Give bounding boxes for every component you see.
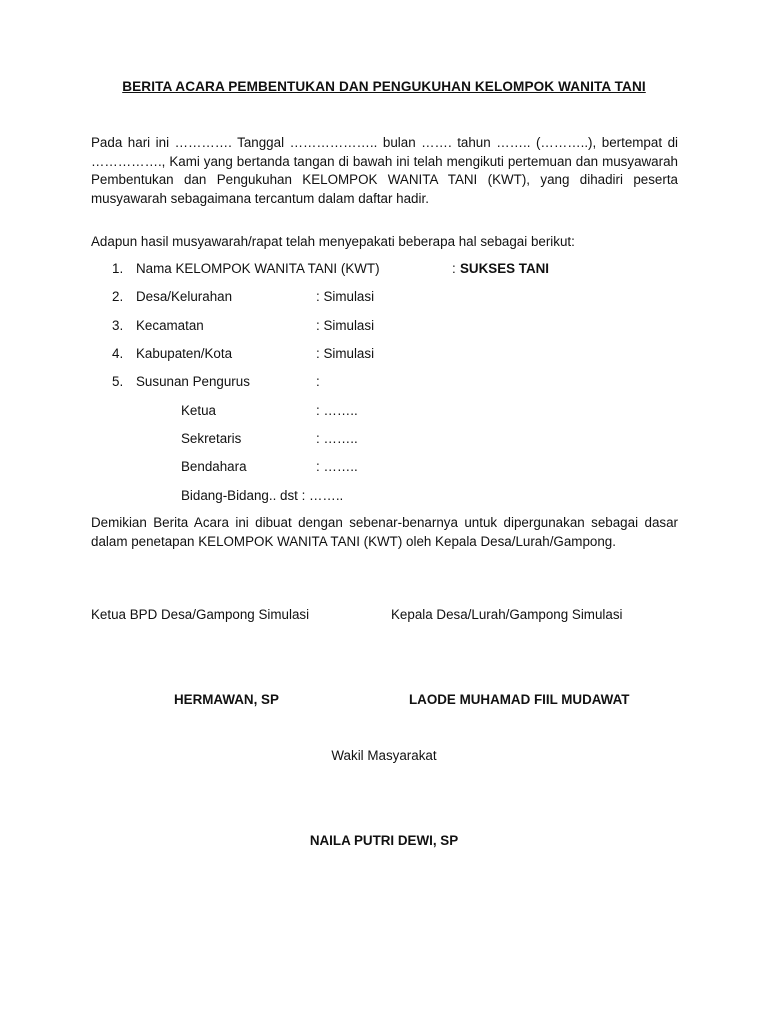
item-number: 1. — [112, 261, 124, 276]
document-title: BERITA ACARA PEMBENTUKAN DAN PENGUKUHAN KELOMPOK WANITA TANI — [122, 79, 646, 94]
item-number: 3. — [112, 318, 124, 333]
item-label: Kecamatan — [136, 318, 204, 333]
item-label: Susunan Pengurus — [136, 374, 250, 389]
item-number: 2. — [112, 289, 124, 304]
group-name-value: SUKSES TANI — [460, 261, 550, 276]
officer-value: : …….. — [316, 403, 358, 418]
center-signatory-name: NAILA PUTRI DEWI, SP — [309, 833, 459, 848]
item-value: : Simulasi — [316, 346, 375, 361]
item-label: Desa/Kelurahan — [136, 289, 233, 304]
left-signatory-role: Ketua BPD Desa/Gampong Simulasi — [91, 607, 310, 622]
item-value: : — [316, 374, 320, 389]
officer-value: : …….. — [316, 431, 358, 446]
officer-label: Bidang-Bidang.. dst : …….. — [181, 488, 344, 503]
right-signatory-role: Kepala Desa/Lurah/Gampong Simulasi — [391, 607, 623, 622]
officer-label: Ketua — [181, 403, 216, 418]
item-label: Nama KELOMPOK WANITA TANI (KWT) — [136, 261, 380, 276]
result-intro-paragraph: Adapun hasil musyawarah/rapat telah menyepakati beberapa hal sebagai berikut: — [91, 234, 575, 249]
officer-label: Sekretaris — [181, 431, 242, 446]
officer-value: : …….. — [316, 459, 358, 474]
item-label: Kabupaten/Kota — [136, 346, 233, 361]
item-number: 5. — [112, 374, 124, 389]
item-colon: : — [452, 261, 456, 276]
right-signatory-name: LAODE MUHAMAD FIIL MUDAWAT — [409, 692, 630, 707]
closing-paragraph: Demikian Berita Acara ini dibuat dengan sebenar-benarnya untuk dipergunakan sebagai dasar dalam penetapan KELOMPOK WANITA TANI (KWT) oleh Kepala Desa/Lurah/Gampong. — [91, 515, 678, 549]
item-value: : Simulasi — [316, 289, 375, 304]
item-value: : Simulasi — [316, 318, 375, 333]
intro-paragraph: Pada hari ini …………. Tanggal ……………….. bulan ……. tahun …….. (………..), bertempat di ……………., Kami yang bertanda tangan di bawah ini telah mengikuti pertemuan dan musyawarah Pembentukan dan Pengukuhan KELOMPOK WANITA TANI (KWT), yang dihadiri peserta musyawarah sebagaimana tercantum dalam daftar hadir. — [91, 135, 678, 206]
left-signatory-name: HERMAWAN, SP — [174, 692, 279, 707]
center-signatory-role: Wakil Masyarakat — [331, 748, 437, 763]
officer-label: Bendahara — [181, 459, 247, 474]
item-number: 4. — [112, 346, 124, 361]
